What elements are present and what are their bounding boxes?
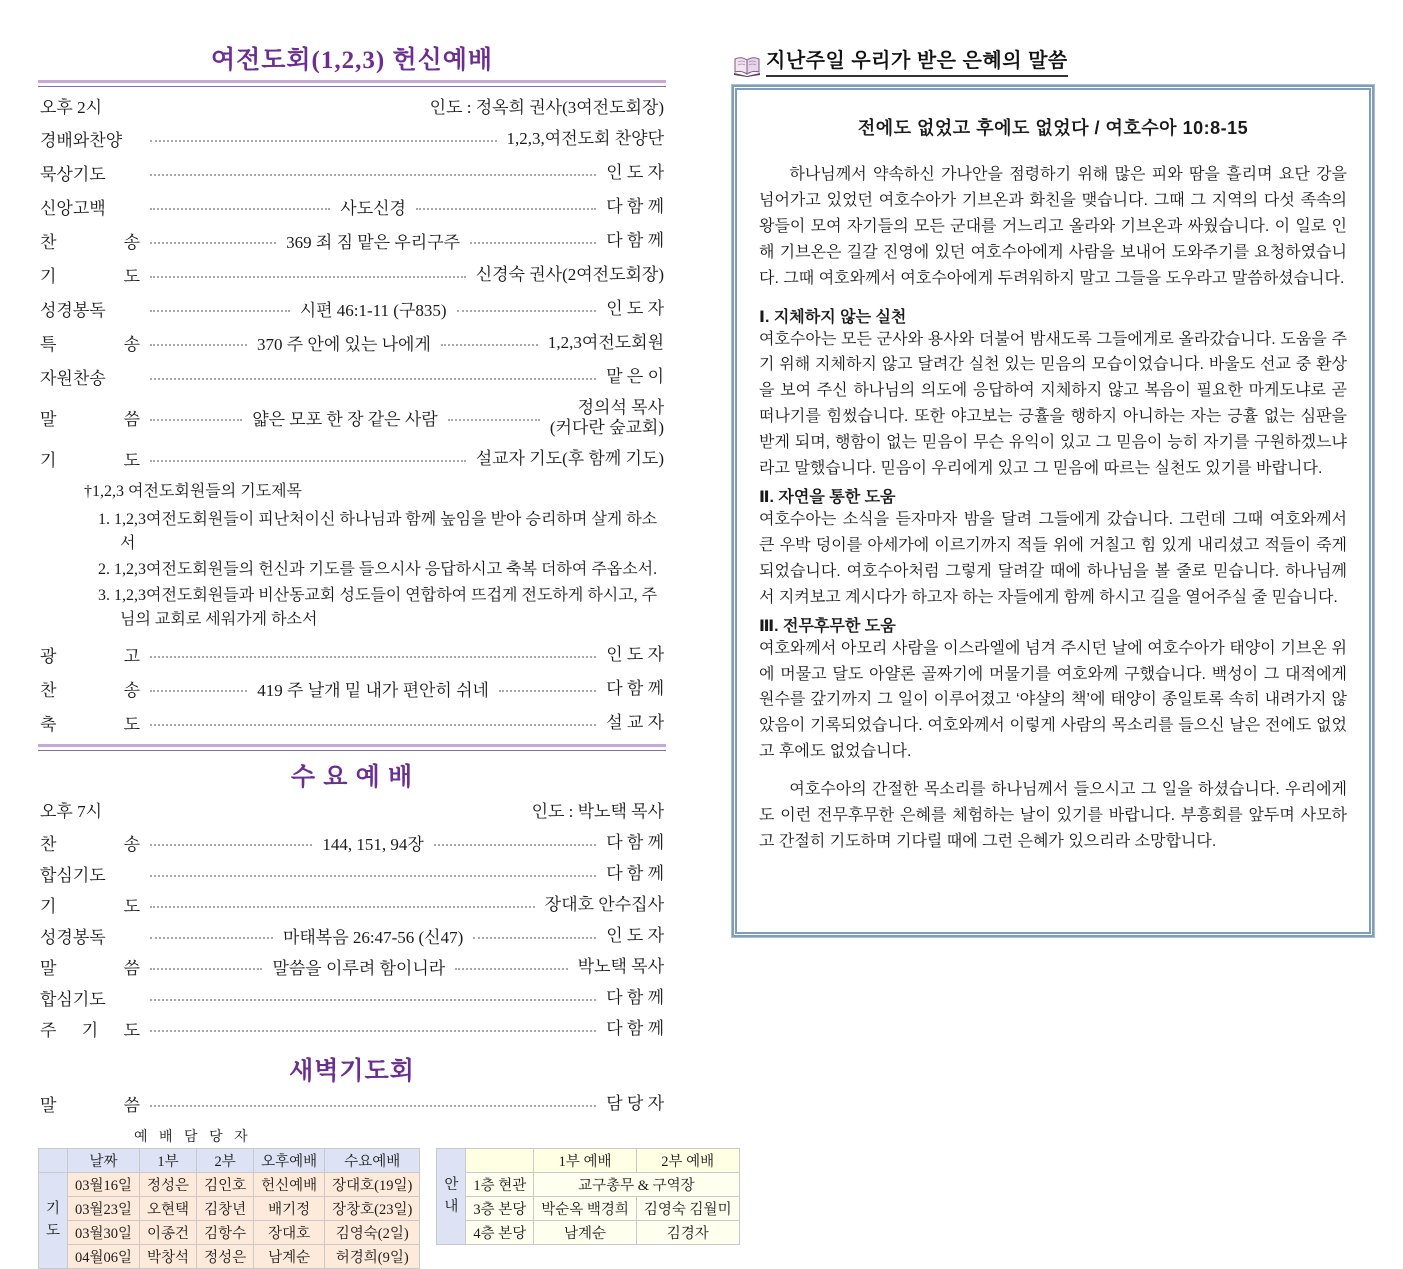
table-header-cell: 1부: [140, 1149, 197, 1173]
table-row: [437, 1173, 739, 1197]
left-page: [38, 40, 732, 1269]
order-item-person: 다 함 께: [606, 230, 665, 250]
right-page: [732, 44, 1374, 937]
order-item-person: 맡 은 이: [606, 366, 664, 386]
order-item-label: 합심기도: [40, 866, 106, 886]
sermon-header: [732, 44, 1374, 77]
sermon-box: [732, 85, 1374, 937]
prayer-duty-table: [38, 1148, 420, 1269]
table-cell: 정성은: [140, 1173, 197, 1197]
order-row: [40, 1091, 664, 1116]
order-item-person: 담 당 자: [606, 1093, 664, 1113]
order-item-label: 신앙고백: [40, 199, 106, 218]
table-header-cell: 수요예배: [325, 1149, 420, 1173]
order-item-person: 다 함 께: [606, 832, 664, 852]
order-item-label: 성경봉독: [40, 928, 106, 948]
dotted-leader: [150, 208, 330, 210]
order-item-person: 1,2,3,여전도회 찬양단: [506, 128, 664, 148]
order-row: [40, 364, 664, 389]
table-cell: 김항수: [197, 1221, 254, 1245]
dotted-leader: [499, 690, 596, 692]
table-header-cell: 2부 예배: [636, 1149, 739, 1173]
table-header-cell: [466, 1149, 534, 1173]
order-item-label: 특 송: [40, 335, 140, 354]
table-cell: 김영숙 김월미: [636, 1197, 739, 1221]
table-cell: 김영숙(2일): [325, 1221, 420, 1245]
order-row: [40, 126, 664, 151]
duty-tables: [38, 1148, 732, 1269]
order-item-label: 자원찬송: [40, 369, 106, 388]
dotted-leader: [150, 310, 290, 312]
dotted-leader: [473, 937, 596, 939]
table-row: [39, 1221, 420, 1245]
table-cell: 장창호(23일): [325, 1197, 420, 1221]
order-item-label: 기 도: [40, 267, 140, 286]
order-item-label: 경배와찬양: [40, 131, 123, 150]
order-item-detail: 369 죄 짐 맡은 우리구주: [286, 233, 461, 252]
order-item-person: [550, 398, 664, 437]
order-row: [40, 710, 664, 735]
service1-order: [40, 126, 664, 471]
table-header-cell: 1부 예배: [534, 1149, 637, 1173]
table-cell: 03월30일: [68, 1221, 140, 1245]
sermon-section-heading: Ⅱ. 자연을 통한 도움: [759, 488, 896, 506]
service2-leader: 인도 : 박노택 목사: [531, 802, 664, 822]
order-row: [40, 398, 664, 437]
table-cell: 정성은: [197, 1245, 254, 1269]
table-cell: 박창석: [140, 1245, 197, 1269]
table-cell: 3층 본당: [466, 1197, 534, 1221]
service2-order: [40, 830, 664, 1041]
table-cell: 이종건: [140, 1221, 197, 1245]
order-row: [40, 446, 664, 471]
table-header-cell: 2부: [197, 1149, 254, 1173]
dotted-leader: [150, 906, 535, 908]
table-header-cell: 날짜: [68, 1149, 140, 1173]
dotted-leader: [150, 344, 247, 346]
table-header-row: [437, 1149, 739, 1173]
order-item-label: 말 씀: [40, 410, 140, 430]
open-book-icon: [732, 53, 762, 77]
service1-order-closing: [40, 642, 664, 735]
order-row: [40, 830, 664, 855]
table-side-label: 기 도: [39, 1173, 68, 1269]
order-row: [40, 262, 664, 287]
order-item-label: 찬 송: [40, 835, 140, 855]
table-row: [39, 1245, 420, 1269]
table-row: [39, 1173, 420, 1197]
dotted-leader: [150, 968, 262, 970]
sermon-header-title: 지난주일 우리가 받은 은혜의 말씀: [766, 44, 1068, 77]
divider-line: [38, 80, 666, 87]
order-row: [40, 985, 664, 1010]
table-cell: 남계순: [534, 1221, 637, 1245]
order-row: [40, 861, 664, 886]
order-item-person-line: 정의석 목사: [577, 398, 664, 417]
guide-duty-table: [436, 1148, 739, 1245]
sermon-section-heading: Ⅲ. 전무후무한 도움: [759, 617, 896, 635]
sermon-section-body: 여호와께서 아모리 사람을 이스라엘에 넘겨 주시던 날에 여호수아가 태양이 기브온 위에 머물고 달도 아얄론 골짜기에 머물기를 여호와께 구했습니다. 백성이 그 대적에게 원수를 갚기까지 그 일이 이루어졌고 ‘야샬의 책’에 태양이 종일토록 속히 내려가지 않았음이 기록되었습니다. 여호와께서 이렇게 사람의 목소리를 들으신 날은 전에도 없었고 후에도 없었습니다.: [759, 639, 1347, 761]
table-row: [437, 1221, 739, 1245]
sermon-closing-paragraph: 여호수아의 간절한 목소리를 하나님께서 들으시고 그 일을 하셨습니다. 우리에게도 이런 전무후무한 은혜를 체험하는 날이 있기를 바랍니다. 부흥회를 앞두며 사모하고 간절히 기도하며 기다릴 때에 그런 은혜가 있으리라 소망합니다.: [759, 781, 1347, 850]
order-item-person-line: (커다란 숲교회): [549, 417, 664, 437]
dotted-leader: [416, 208, 596, 210]
duty-table-caption: 예 배 담 당 자: [134, 1130, 252, 1146]
order-item-detail: 370 주 안에 있는 나에게: [257, 335, 431, 354]
table-cell: 오현택: [140, 1197, 197, 1221]
order-item-person: 다 함 께: [606, 863, 664, 883]
order-row: [40, 892, 664, 917]
prayer-topics-header: †1,2,3 여전도회원들의 기도제목: [84, 483, 303, 501]
prayer-topic-item: 1. 1,2,3여전도회원들이 피난처이신 하나님과 함께 높임을 받아 승리하며 살게 하소서: [98, 511, 658, 553]
order-item-label: 합심기도: [40, 990, 106, 1010]
order-item-label: 기 도: [40, 451, 140, 471]
order-item-person: 1,2,3여전도회원: [547, 332, 665, 352]
dotted-leader: [150, 1030, 596, 1032]
order-item-person: 인 도 자: [606, 925, 665, 945]
table-cell: 장대호(19일): [325, 1173, 420, 1197]
dotted-leader: [150, 242, 276, 244]
service1-title: 여전도회(1,2,3) 헌신예배: [210, 47, 494, 74]
dotted-leader: [150, 419, 242, 421]
service3-title: 새벽기도회: [289, 1058, 415, 1086]
table-cell: 03월16일: [68, 1173, 140, 1197]
order-item-label: 성경봉독: [40, 301, 106, 320]
dotted-leader: [470, 242, 596, 244]
dotted-leader: [455, 968, 567, 970]
prayer-topic-item: 3. 1,2,3여전도회원들과 비산동교회 성도들이 연합하여 뜨겁게 전도하게 하시고, 주님의 교회로 세워가게 하소서: [98, 587, 658, 629]
dotted-leader: [150, 174, 596, 176]
dotted-leader: [150, 690, 247, 692]
order-row: [40, 330, 664, 355]
divider-line: [38, 744, 666, 751]
table-header-cell: 오후예배: [254, 1149, 325, 1173]
dotted-leader: [150, 1105, 596, 1107]
dotted-leader: [150, 460, 466, 462]
sermon-section-heading: Ⅰ. 지체하지 않는 실천: [759, 308, 907, 326]
order-row: [40, 194, 664, 219]
order-item-label: 광 고: [40, 647, 140, 667]
table-corner-cell: [39, 1149, 68, 1173]
order-item-person: 인 도 자: [606, 162, 664, 182]
order-row: [40, 228, 664, 253]
order-row: [40, 676, 664, 701]
order-item-person: 장대호 안수집사: [544, 894, 664, 914]
service2-time-row: [40, 797, 664, 822]
dotted-leader: [150, 656, 596, 658]
sermon-opening-paragraph: 하나님께서 약속하신 가나안을 점령하기 위해 많은 피와 땀을 흘리며 요단 강을 넘어가고 있었던 여호수아가 기브온과 화친을 맺습니다. 그때 그 지역의 다섯 족속의 왕들이 모여 자기들의 모든 군대를 거느리고 올라와 기브온과 싸웠습니다. 이 일로 인해 기브온은 길갈 진영에 있던 여호수아에게 사람을 보내어 도와주기를 요청하였습니다. 그때 여호와께서 여호수아에게 두려워하지 말고 그들을 도우라고 말씀하셨습니다.: [759, 166, 1347, 287]
order-row: [40, 954, 664, 979]
sermon-title: 전에도 없었고 후에도 없었다 / 여호수아 10:8-15: [857, 118, 1249, 138]
table-cell: 03월23일: [68, 1197, 140, 1221]
prayer-topics-list: [84, 508, 666, 632]
table-cell: 1층 현관: [466, 1173, 534, 1197]
service1-time: 오후 2시: [40, 98, 103, 117]
dotted-leader: [150, 999, 596, 1001]
order-item-detail: 시편 46:1-11 (구835): [299, 301, 447, 320]
sermon-sections: [759, 304, 1347, 766]
order-item-detail: 419 주 날개 밑 내가 편안히 쉬네: [257, 681, 489, 701]
order-row: [40, 1016, 664, 1041]
table-side-label: 안 내: [437, 1149, 466, 1245]
table-cell: 배기정: [254, 1197, 325, 1221]
table-header-row: [39, 1149, 420, 1173]
dotted-leader: [150, 937, 273, 939]
order-item-detail: 얇은 모포 한 장 같은 사람: [252, 410, 438, 430]
dotted-leader: [150, 724, 596, 726]
sermon-section-body: 여호수아는 소식을 듣자마자 밤을 달려 그들에게 갔습니다. 그런데 그때 여호와께서 큰 우박 덩이를 아세가에 이르기까지 적들 위에 거칠고 힘 있게 내리셨고 적들이 죽게 되었습니다. 여호수아처럼 그렇게 달려갈 때에 하나님을 볼 줄로 믿습니다. 하나님께서 지켜보고 계시다가 하고자 하는 자들에게 함께 하시고 길을 열어주실 줄 믿습니다.: [759, 510, 1347, 606]
table-row: [437, 1197, 739, 1221]
order-item-label: 찬 송: [40, 681, 140, 701]
dotted-leader: [150, 378, 596, 380]
order-row: [40, 923, 664, 948]
table-cell: 김창년: [197, 1197, 254, 1221]
order-item-label: 묵상기도: [40, 165, 106, 184]
dotted-leader: [457, 310, 597, 312]
order-item-detail: 마태복음 26:47-56 (신47): [282, 928, 464, 948]
order-item-person: 신경숙 권사(2여전도회장): [475, 264, 664, 284]
order-item-detail: 사도신경: [340, 199, 406, 218]
service3-section: [38, 1051, 666, 1116]
order-item-person: 다 함 께: [606, 678, 664, 698]
order-item-label: 말 씀: [40, 959, 140, 979]
order-item-label: 축 도: [40, 715, 140, 735]
prayer-topics: [84, 480, 666, 632]
order-row: [40, 642, 664, 667]
service1-time-row: [40, 93, 664, 118]
order-item-person: 설 교 자: [606, 712, 664, 732]
service2-section: [38, 757, 666, 1041]
dotted-leader: [150, 276, 466, 278]
order-item-detail: 말씀을 이루려 함이니라: [272, 959, 446, 979]
table-cell: 남계순: [254, 1245, 325, 1269]
table-cell: 장대호: [254, 1221, 325, 1245]
order-item-label: 찬 송: [40, 233, 140, 252]
dotted-leader: [448, 419, 540, 421]
dotted-leader: [150, 875, 596, 877]
order-item-detail: 144, 151, 94장: [322, 835, 424, 855]
order-item-label: 기 도: [40, 897, 140, 917]
dotted-leader: [441, 344, 538, 346]
service3-order: [40, 1091, 664, 1116]
order-item-person: 인 도 자: [606, 644, 664, 664]
table-cell: 04월06일: [68, 1245, 140, 1269]
order-item-person: 박노택 목사: [577, 956, 665, 976]
dotted-leader: [434, 844, 596, 846]
table-cell: 교구총무 & 구역장: [534, 1173, 739, 1197]
order-item-label: 주 기 도: [40, 1021, 140, 1041]
order-item-label: 말 씀: [40, 1096, 140, 1116]
table-cell: 박순옥 백경희: [534, 1197, 637, 1221]
table-cell: 허경희(9일): [325, 1245, 420, 1269]
order-item-person: 다 함 께: [606, 196, 665, 216]
service1-leader: 인도 : 정옥희 권사(3여전도회장): [429, 98, 664, 117]
order-item-person: 다 함 께: [606, 987, 664, 1007]
table-cell: 헌신예배: [254, 1173, 325, 1197]
service2-title: 수 요 예 배: [290, 764, 414, 792]
service2-time: 오후 7시: [40, 802, 103, 822]
order-item-person: 다 함 께: [606, 1018, 664, 1038]
order-item-person: 인 도 자: [606, 298, 664, 318]
order-item-person: 설교자 기도(후 함께 기도): [475, 448, 664, 468]
sermon-section-body: 여호수아는 모든 군사와 용사와 더불어 밤새도록 그들에게로 올라갔습니다. 도움을 주기 위해 지체하지 않고 달려간 실천 있는 믿음의 모습이었습니다. 바울도 선교 중 환상을 보여 주신 하나님의 의도에 응답하여 지체하지 않고 복음이 필요한 마게도냐로 곧 떠나기를 힘썼습니다. 또한 야고보는 긍휼을 행하지 아니하는 자는 긍휼 없는 심판을 받게 되며, 행함이 없는 믿음이 무슨 유익이 있고 그 믿음이 능히 자기를 구원하겠느냐라고 말했습니다. 믿음이 우리에게 있고 그 믿음에 따르는 실천도 있기를 바랍니다.: [759, 330, 1347, 478]
table-cell: 김인호: [197, 1173, 254, 1197]
order-row: [40, 296, 664, 321]
dotted-leader: [150, 844, 312, 846]
dotted-leader: [150, 140, 497, 142]
order-row: [40, 160, 664, 185]
table-cell: 김경자: [636, 1221, 739, 1245]
prayer-topic-item: 2. 1,2,3여전도회원들의 헌신과 기도를 들으시사 응답하시고 축복 더하여 주옵소서.: [98, 561, 658, 579]
table-row: [39, 1197, 420, 1221]
table-cell: 4층 본당: [466, 1221, 534, 1245]
